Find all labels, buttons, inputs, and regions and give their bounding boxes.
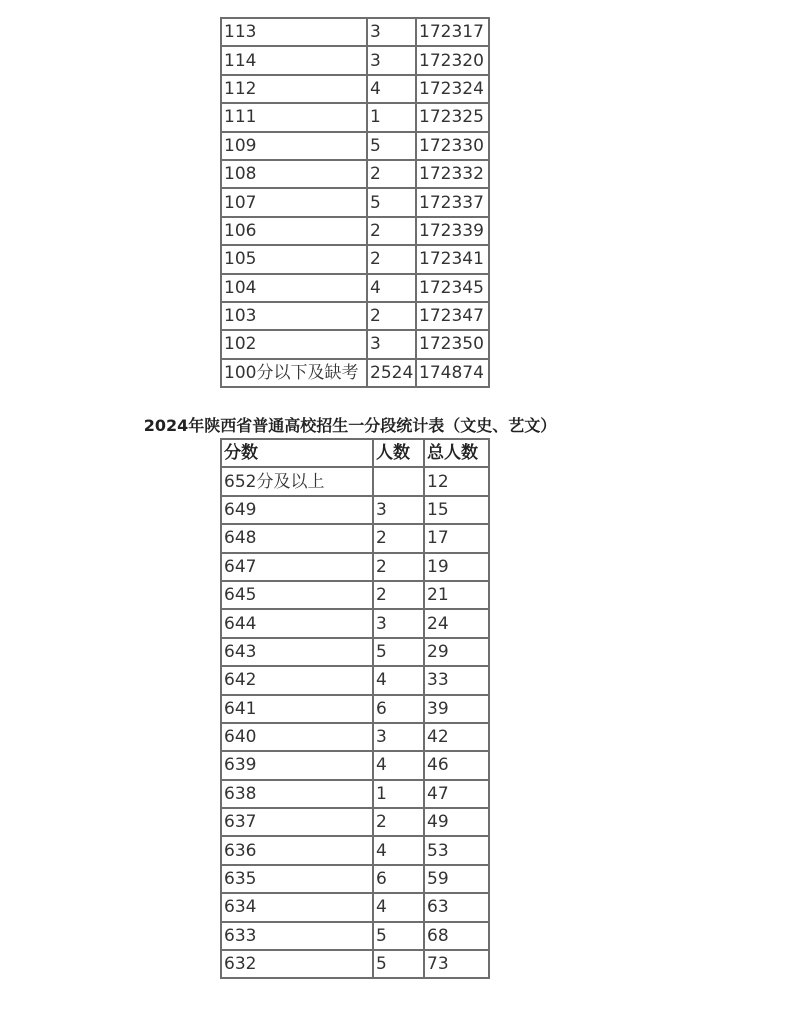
cell-score: 632 bbox=[221, 950, 373, 978]
cell-count: 4 bbox=[367, 274, 416, 302]
cell-score: 634 bbox=[221, 893, 373, 921]
cell-count: 3 bbox=[367, 18, 416, 46]
cell-score: 103 bbox=[221, 302, 367, 330]
cell-score: 111 bbox=[221, 103, 367, 131]
cell-count: 5 bbox=[373, 638, 424, 666]
table-row bbox=[221, 553, 489, 581]
cell-count: 2 bbox=[373, 524, 424, 552]
section-title: 2024年陕西省普通高校招生一分段统计表（文史、艺文） bbox=[143, 416, 557, 435]
score-table-top-body bbox=[221, 18, 489, 387]
cell-cumulative: 33 bbox=[424, 666, 489, 694]
cell-score: 112 bbox=[221, 75, 367, 103]
table-row bbox=[221, 467, 489, 495]
cell-score: 114 bbox=[221, 46, 367, 74]
cell-score: 647 bbox=[221, 553, 373, 581]
table-row bbox=[221, 359, 489, 387]
cell-score: 649 bbox=[221, 496, 373, 524]
cell-cumulative: 174874 bbox=[416, 359, 489, 387]
cell-count: 3 bbox=[373, 609, 424, 637]
cell-count: 1 bbox=[373, 780, 424, 808]
table-row bbox=[221, 188, 489, 216]
table-row bbox=[221, 103, 489, 131]
cell-score: 641 bbox=[221, 695, 373, 723]
cell-count: 6 bbox=[373, 695, 424, 723]
cell-count: 2 bbox=[373, 553, 424, 581]
table-row bbox=[221, 245, 489, 273]
table-row bbox=[221, 780, 489, 808]
table-row bbox=[221, 922, 489, 950]
cell-score: 639 bbox=[221, 751, 373, 779]
cell-score: 108 bbox=[221, 160, 367, 188]
cell-count: 5 bbox=[373, 922, 424, 950]
cell-count: 4 bbox=[373, 751, 424, 779]
cell-count: 6 bbox=[373, 865, 424, 893]
cell-score: 113 bbox=[221, 18, 367, 46]
cell-cumulative: 172324 bbox=[416, 75, 489, 103]
cell-score: 106 bbox=[221, 217, 367, 245]
cell-count: 5 bbox=[367, 188, 416, 216]
cell-score: 640 bbox=[221, 723, 373, 751]
header-count: 人数 bbox=[373, 439, 424, 467]
cell-score: 652分及以上 bbox=[221, 467, 373, 495]
table-row bbox=[221, 950, 489, 978]
cell-cumulative: 53 bbox=[424, 836, 489, 864]
cell-score: 100分以下及缺考 bbox=[221, 359, 367, 387]
table-row bbox=[221, 524, 489, 552]
cell-cumulative: 21 bbox=[424, 581, 489, 609]
cell-count: 4 bbox=[373, 893, 424, 921]
cell-cumulative: 172347 bbox=[416, 302, 489, 330]
table-row bbox=[221, 893, 489, 921]
cell-count: 2 bbox=[373, 808, 424, 836]
cell-score: 635 bbox=[221, 865, 373, 893]
table-row bbox=[221, 75, 489, 103]
table-row bbox=[221, 496, 489, 524]
cell-cumulative: 172317 bbox=[416, 18, 489, 46]
cell-cumulative: 172325 bbox=[416, 103, 489, 131]
cell-score: 109 bbox=[221, 132, 367, 160]
table-row bbox=[221, 274, 489, 302]
table-header-row bbox=[221, 439, 489, 467]
table-row bbox=[221, 865, 489, 893]
cell-cumulative: 39 bbox=[424, 695, 489, 723]
cell-cumulative: 172341 bbox=[416, 245, 489, 273]
cell-cumulative: 172345 bbox=[416, 274, 489, 302]
cell-cumulative: 172332 bbox=[416, 160, 489, 188]
table-row bbox=[221, 808, 489, 836]
header-score: 分数 bbox=[221, 439, 373, 467]
cell-count: 4 bbox=[373, 836, 424, 864]
cell-count: 3 bbox=[373, 496, 424, 524]
table-row bbox=[221, 132, 489, 160]
cell-score: 107 bbox=[221, 188, 367, 216]
cell-score: 643 bbox=[221, 638, 373, 666]
cell-count: 4 bbox=[373, 666, 424, 694]
table-row bbox=[221, 160, 489, 188]
cell-count: 3 bbox=[367, 330, 416, 358]
table-row bbox=[221, 18, 489, 46]
cell-cumulative: 172320 bbox=[416, 46, 489, 74]
table-row bbox=[221, 666, 489, 694]
cell-cumulative: 49 bbox=[424, 808, 489, 836]
cell-cumulative: 19 bbox=[424, 553, 489, 581]
table-row bbox=[221, 302, 489, 330]
table-row bbox=[221, 46, 489, 74]
cell-cumulative: 15 bbox=[424, 496, 489, 524]
cell-cumulative: 17 bbox=[424, 524, 489, 552]
cell-cumulative: 47 bbox=[424, 780, 489, 808]
cell-score: 644 bbox=[221, 609, 373, 637]
cell-cumulative: 42 bbox=[424, 723, 489, 751]
score-table-bottom-body bbox=[221, 467, 489, 978]
cell-count: 2 bbox=[367, 217, 416, 245]
cell-score: 104 bbox=[221, 274, 367, 302]
table-row bbox=[221, 330, 489, 358]
cell-score: 637 bbox=[221, 808, 373, 836]
cell-score: 645 bbox=[221, 581, 373, 609]
cell-score: 636 bbox=[221, 836, 373, 864]
cell-cumulative: 68 bbox=[424, 922, 489, 950]
cell-cumulative: 172330 bbox=[416, 132, 489, 160]
cell-count: 2524 bbox=[367, 359, 416, 387]
cell-count: 5 bbox=[367, 132, 416, 160]
cell-count: 2 bbox=[367, 302, 416, 330]
table-row bbox=[221, 723, 489, 751]
cell-cumulative: 24 bbox=[424, 609, 489, 637]
cell-count: 1 bbox=[367, 103, 416, 131]
cell-cumulative: 172350 bbox=[416, 330, 489, 358]
cell-score: 638 bbox=[221, 780, 373, 808]
table-row bbox=[221, 695, 489, 723]
cell-cumulative: 12 bbox=[424, 467, 489, 495]
cell-count: 2 bbox=[367, 245, 416, 273]
cell-cumulative: 73 bbox=[424, 950, 489, 978]
cell-count bbox=[373, 467, 424, 495]
cell-count: 3 bbox=[367, 46, 416, 74]
cell-cumulative: 46 bbox=[424, 751, 489, 779]
table-row bbox=[221, 638, 489, 666]
cell-count: 2 bbox=[367, 160, 416, 188]
header-cumulative: 总人数 bbox=[424, 439, 489, 467]
cell-count: 2 bbox=[373, 581, 424, 609]
cell-cumulative: 59 bbox=[424, 865, 489, 893]
cell-count: 3 bbox=[373, 723, 424, 751]
cell-score: 642 bbox=[221, 666, 373, 694]
table-row bbox=[221, 751, 489, 779]
table-row bbox=[221, 836, 489, 864]
table-row bbox=[221, 609, 489, 637]
cell-cumulative: 29 bbox=[424, 638, 489, 666]
cell-score: 648 bbox=[221, 524, 373, 552]
cell-count: 5 bbox=[373, 950, 424, 978]
cell-score: 102 bbox=[221, 330, 367, 358]
table-row bbox=[221, 217, 489, 245]
cell-cumulative: 172337 bbox=[416, 188, 489, 216]
score-table-top bbox=[220, 17, 490, 388]
cell-count: 4 bbox=[367, 75, 416, 103]
cell-cumulative: 63 bbox=[424, 893, 489, 921]
cell-cumulative: 172339 bbox=[416, 217, 489, 245]
score-table-bottom bbox=[220, 438, 490, 979]
table-row bbox=[221, 581, 489, 609]
cell-score: 105 bbox=[221, 245, 367, 273]
cell-score: 633 bbox=[221, 922, 373, 950]
